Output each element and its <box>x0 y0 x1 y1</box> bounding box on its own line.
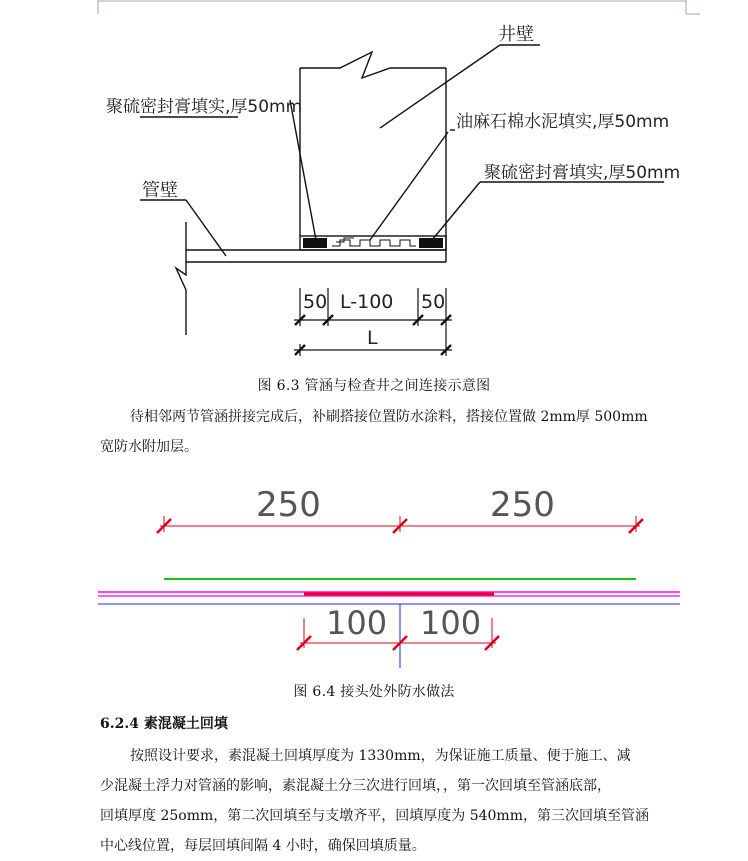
dim-middle: L-100 <box>340 291 394 313</box>
label-pipe-wall: 管壁 <box>142 180 178 201</box>
paragraph-1-line-2: 宽防水附加层。 <box>100 439 198 455</box>
dim-right-50: 50 <box>421 291 446 313</box>
label-seal-left: 聚硫密封膏填实,厚50mm <box>106 97 303 117</box>
label-well-wall: 井壁 <box>498 24 534 45</box>
dim-bottom-left-100: 100 <box>326 604 388 642</box>
section-heading: 6.2.4 素混凝土回填 <box>100 716 228 732</box>
paragraph-1-line-1: 待相邻两节管涵拼接完成后，补刷搭接位置防水涂料，搭接位置做 2mm厚 500mm <box>130 409 648 425</box>
dim-left-50: 50 <box>303 291 328 313</box>
section-line-1: 按照设计要求，素混凝土回填厚度为 1330mm，为保证施工质量、便于施工、减 <box>130 748 631 764</box>
label-asbestos-filler: 油麻石棉水泥填实,厚50mm <box>456 112 670 132</box>
label-seal-right: 聚硫密封膏填实,厚50mm <box>484 163 681 183</box>
figure-6-4-diagram <box>0 470 748 680</box>
dim-top-right-250: 250 <box>490 485 555 525</box>
section-line-2: 少混凝土浮力对管涵的影响，素混凝土分三次进行回填，，第一次回填至管涵底部， <box>100 778 611 794</box>
figure-6-3-caption: 图 6.3 管涵与检查井之间连接示意图 <box>257 378 491 394</box>
dim-top-left-250: 250 <box>256 485 321 525</box>
dim-bottom-right-100: 100 <box>420 604 482 642</box>
section-line-4: 中心线位置，每层回填间隔 4 小时，确保回填质量。 <box>100 838 426 854</box>
dim-total-L: L <box>367 327 378 349</box>
section-line-3: 回填厚度 25omm，第二次回填至与支墩齐平，回填厚度为 540mm，第三次回填至管涵 <box>100 808 649 824</box>
figure-6-4-caption: 图 6.4 接头处外防水做法 <box>293 684 455 700</box>
figure-6-3-diagram <box>0 0 748 370</box>
